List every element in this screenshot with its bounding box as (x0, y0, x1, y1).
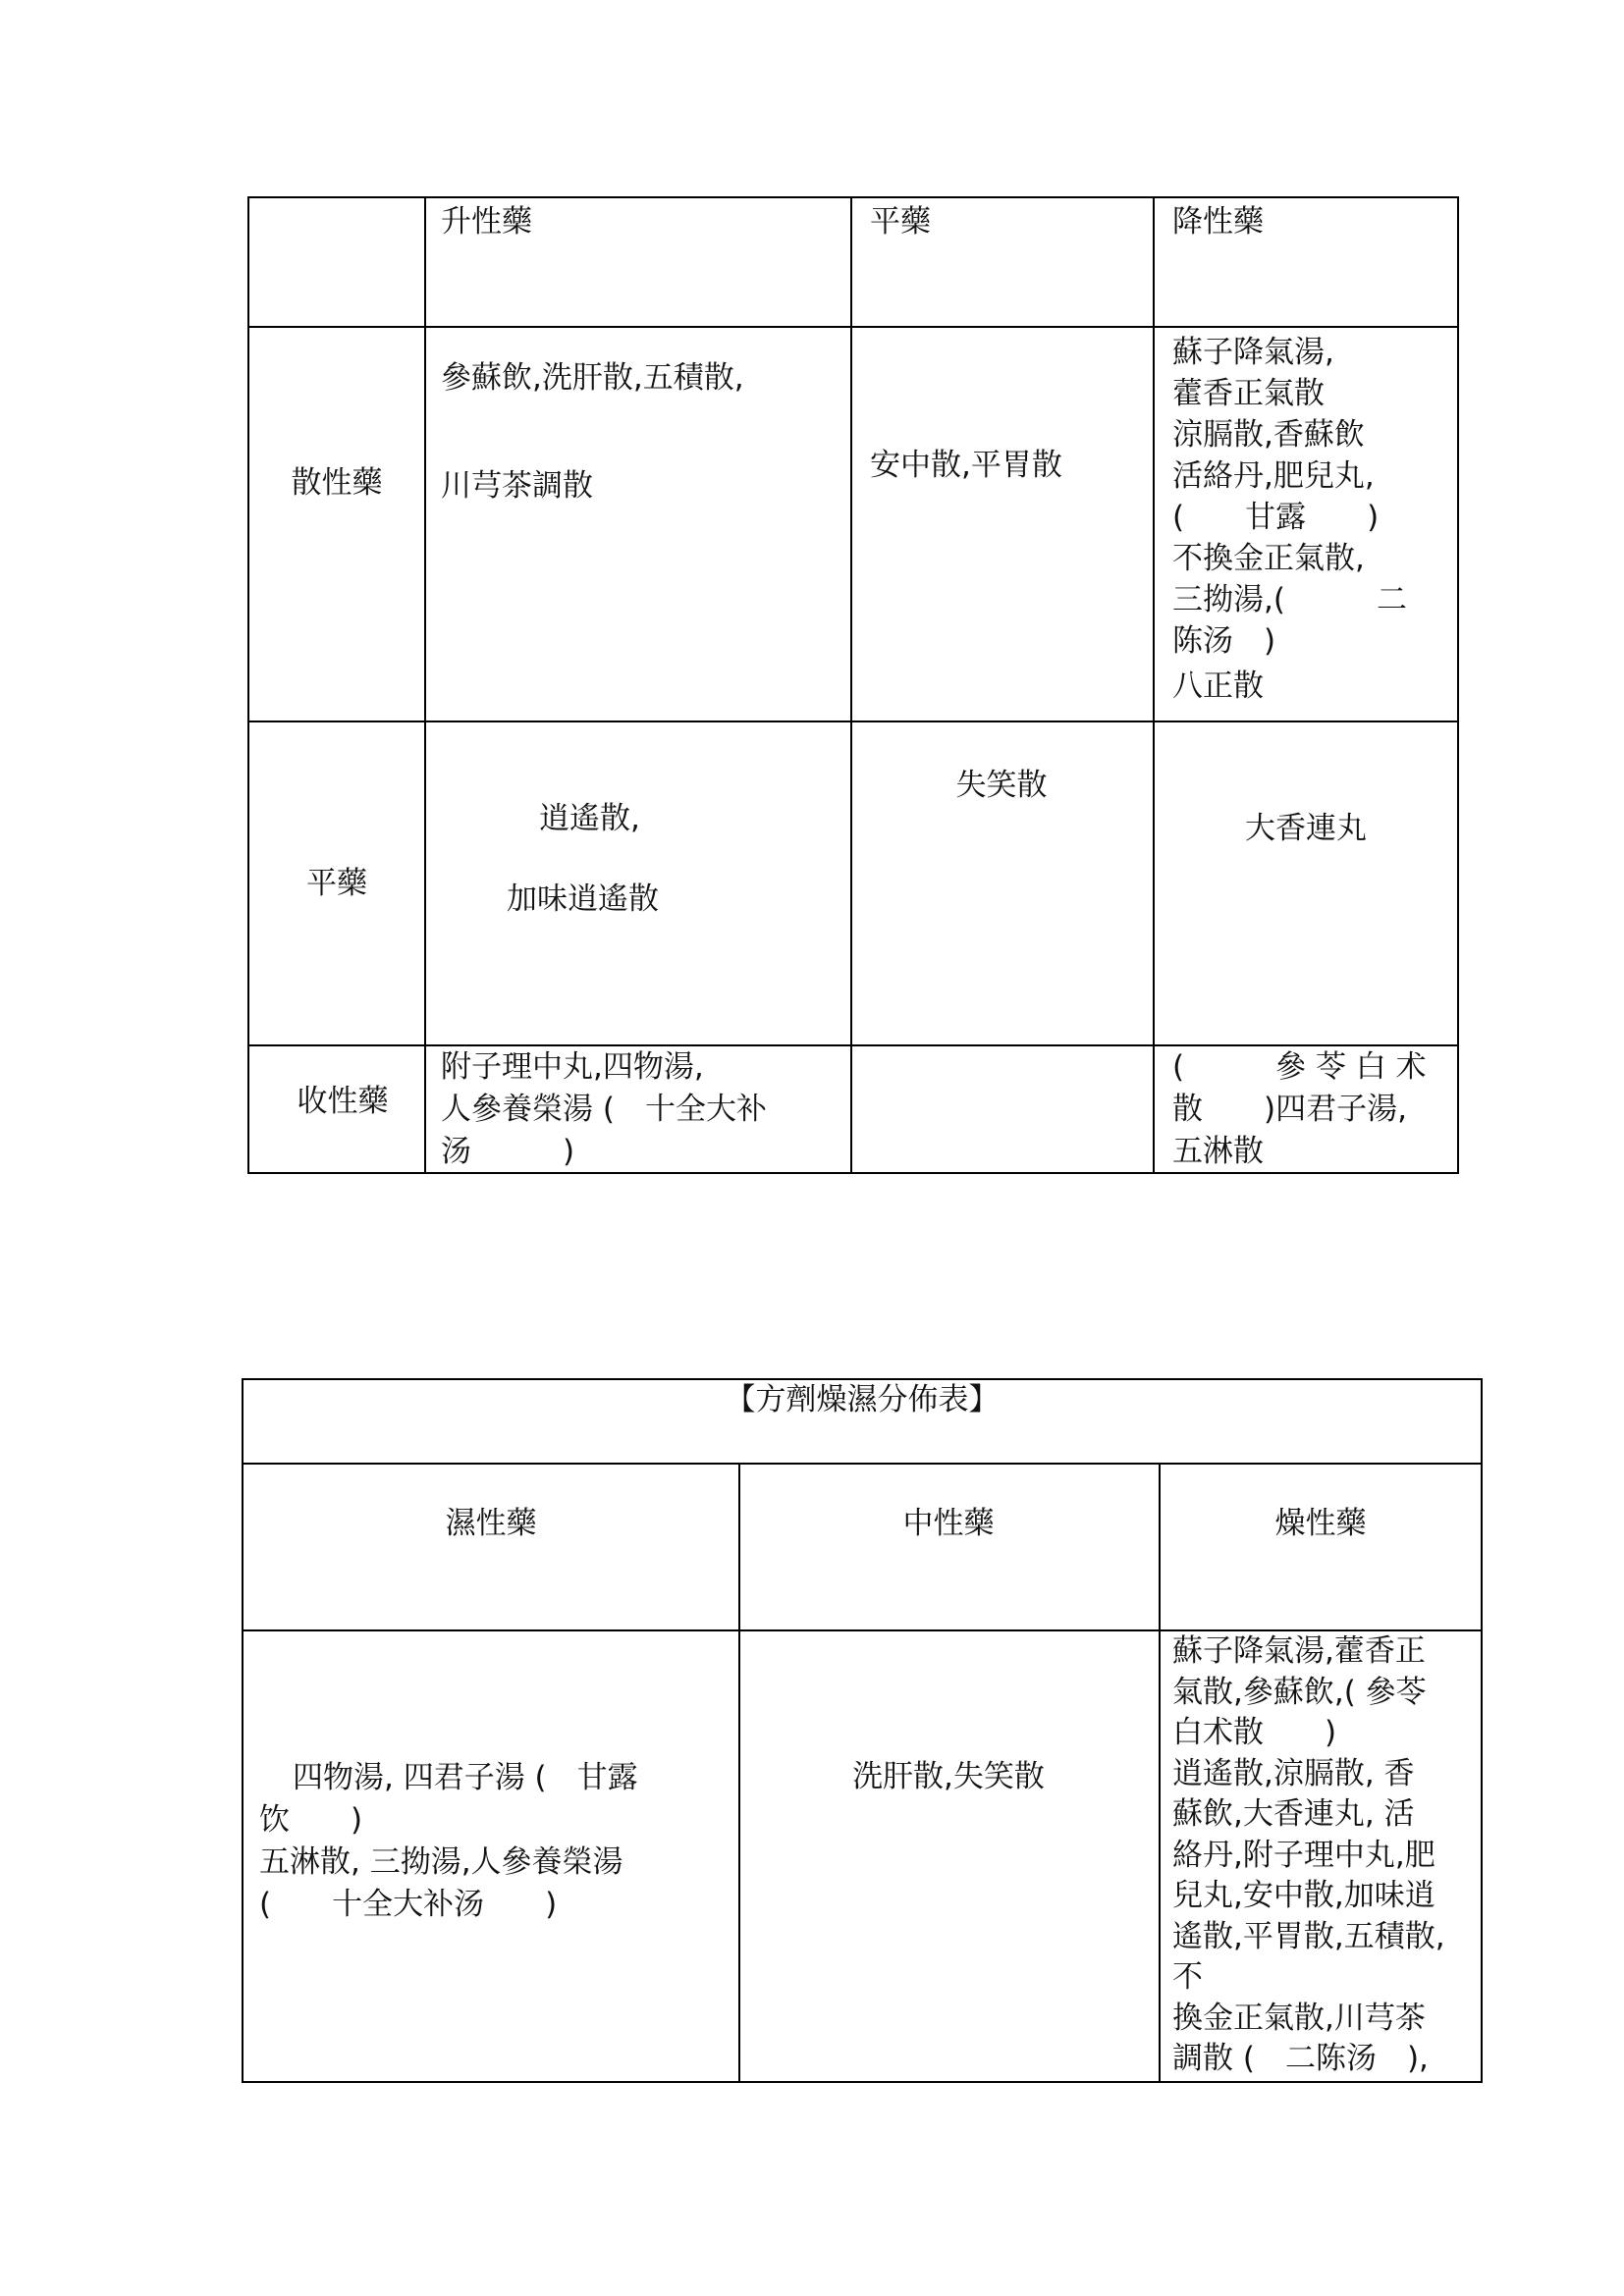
header-neutral: 平藥 (870, 204, 931, 240)
row-label-astringent: 收性藥 (297, 1084, 389, 1119)
row-label-neutral: 平藥 (306, 866, 367, 901)
cell-neutral: 洗肝散,失笑散 (852, 1759, 1045, 1794)
cell-astringent-descending: ( 參 苓 白 术 散 )四君子湯, 五淋散 (1172, 1049, 1427, 1169)
cell-neutral-ascending: 加味逍遙散 (507, 881, 659, 917)
cell-neutral-neutral: 失笑散 (955, 768, 1048, 803)
cell-neutral-descending: 大香連丸 (1245, 811, 1367, 846)
header-descending: 降性藥 (1172, 204, 1264, 240)
column-divider (1153, 198, 1155, 1172)
header-dry: 燥性藥 (1274, 1506, 1367, 1541)
dryness-wetness-table (242, 1378, 1483, 2083)
cell-astringent-ascending: 附子理中丸,四物湯, 人參養榮湯 ( 十全大补 汤 ) (441, 1049, 767, 1169)
row-divider (249, 721, 1457, 722)
column-divider (424, 198, 426, 1172)
row-divider (249, 326, 1457, 328)
cell-wet: 四物湯, 四君子湯 ( 甘露 饮 ) 五淋散, 三拗湯,人參養榮湯 ( 十全大补汤 ) (259, 1760, 638, 1922)
column-divider (1159, 1463, 1161, 2081)
cell-dispersing-ascending: 川芎茶調散 (441, 468, 593, 504)
column-divider (850, 198, 852, 1172)
cell-dispersing-descending: 蘇子降氣湯, 藿香正氣散 涼膈散,香蘇飲 活絡丹,肥兒丸, ( 甘露 ) 不換金正氣散, 三拗湯,( 二 陈汤 ) 八正散 (1172, 335, 1407, 704)
properties-table (247, 196, 1459, 1174)
row-label-dispersing: 散性藥 (291, 465, 383, 501)
header-wet: 濕性藥 (445, 1506, 537, 1541)
cell-dry: 蘇子降氣湯,藿香正 氣散,參蘇飲,( 參苓 白术散 ) 逍遙散,涼膈散, 香 蘇飲,大香連丸, 活 絡丹,附子理中丸,肥 兒丸,安中散,加味逍 遙散,平胃散,五積散, 不 換金正氣散,川芎茶 調散 ( 二陈汤 ), (1172, 1633, 1445, 2076)
cell-dispersing-neutral: 安中散,平胃散 (870, 448, 1062, 483)
row-divider (244, 1463, 1481, 1465)
cell-neutral-ascending: 逍遙散, (539, 801, 640, 836)
header-neutral: 中性藥 (902, 1506, 995, 1541)
table-title: 【方劑燥濕分佈表】 (725, 1382, 1000, 1417)
cell-dispersing-ascending: 參蘇飲,洗肝散,五積散, (441, 360, 744, 396)
header-ascending: 升性藥 (441, 204, 532, 240)
